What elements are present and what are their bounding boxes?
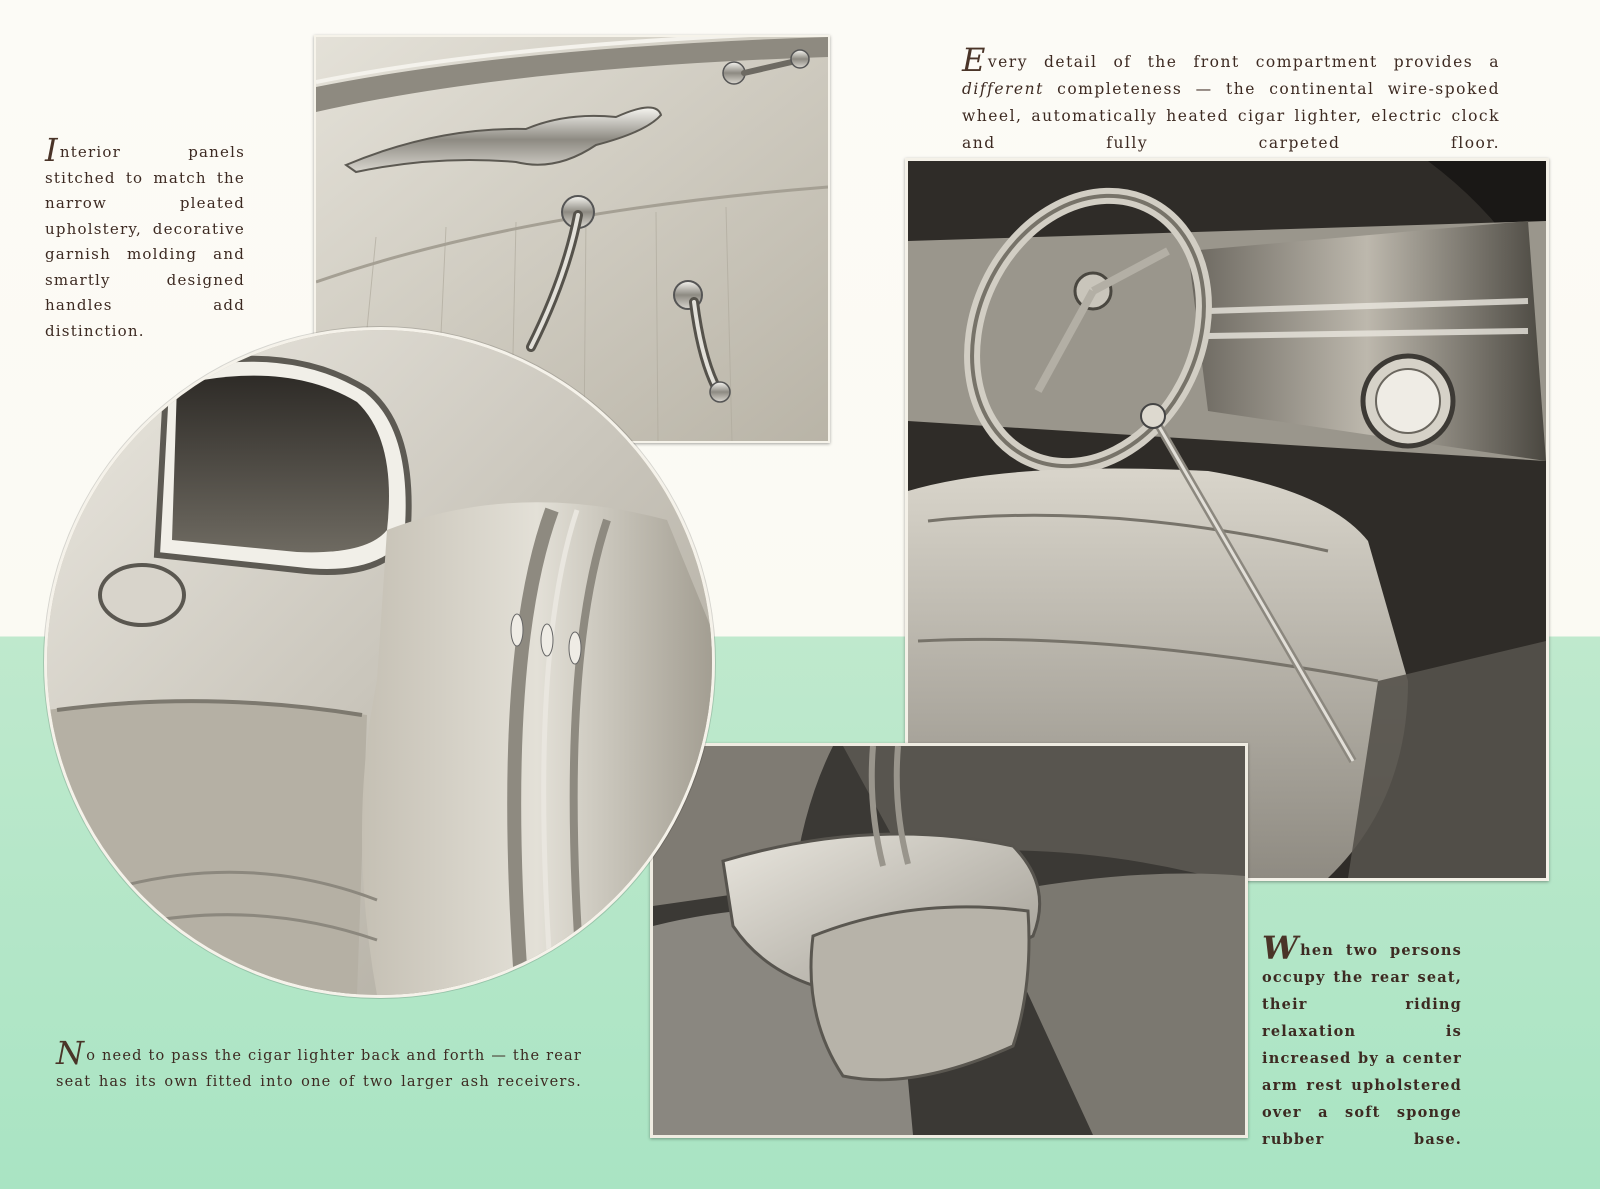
drop-cap: I <box>45 131 59 169</box>
drop-cap: N <box>56 1033 86 1072</box>
rear-seat-illustration <box>47 330 712 995</box>
caption-text: very detail of the front compartment provides a <box>987 52 1500 71</box>
rear-seat-circle-photo <box>44 327 715 998</box>
caption-text-continued: completeness — the continental wire-spoked wheel, automatically heated cigar lighter, electric clock and fully carpeted floor. <box>962 79 1500 152</box>
rear-armrest-photo <box>650 743 1248 1138</box>
caption-text: nterior panels stitched to match the narrow pleated upholstery, decorative garnish molding and smartly designed handles add distinction. <box>45 143 245 340</box>
cigar-lighter-caption <box>56 1033 582 1095</box>
drop-cap: W <box>1262 928 1300 967</box>
front-compartment-caption <box>962 40 1500 157</box>
center-armrest-caption <box>1262 928 1462 1153</box>
drop-cap: E <box>962 40 987 79</box>
caption-text: o need to pass the cigar lighter back and forth — the rear seat has its own fitted into one of two larger ash receivers. <box>56 1047 582 1090</box>
caption-text: hen two persons occupy the rear seat, their riding relaxation is increased by a center arm rest upholstered over a soft sponge rubber base. <box>1262 941 1462 1148</box>
interior-panels-caption <box>45 131 245 344</box>
rear-armrest-illustration <box>653 746 1245 1135</box>
caption-emphasis: different <box>962 79 1044 98</box>
